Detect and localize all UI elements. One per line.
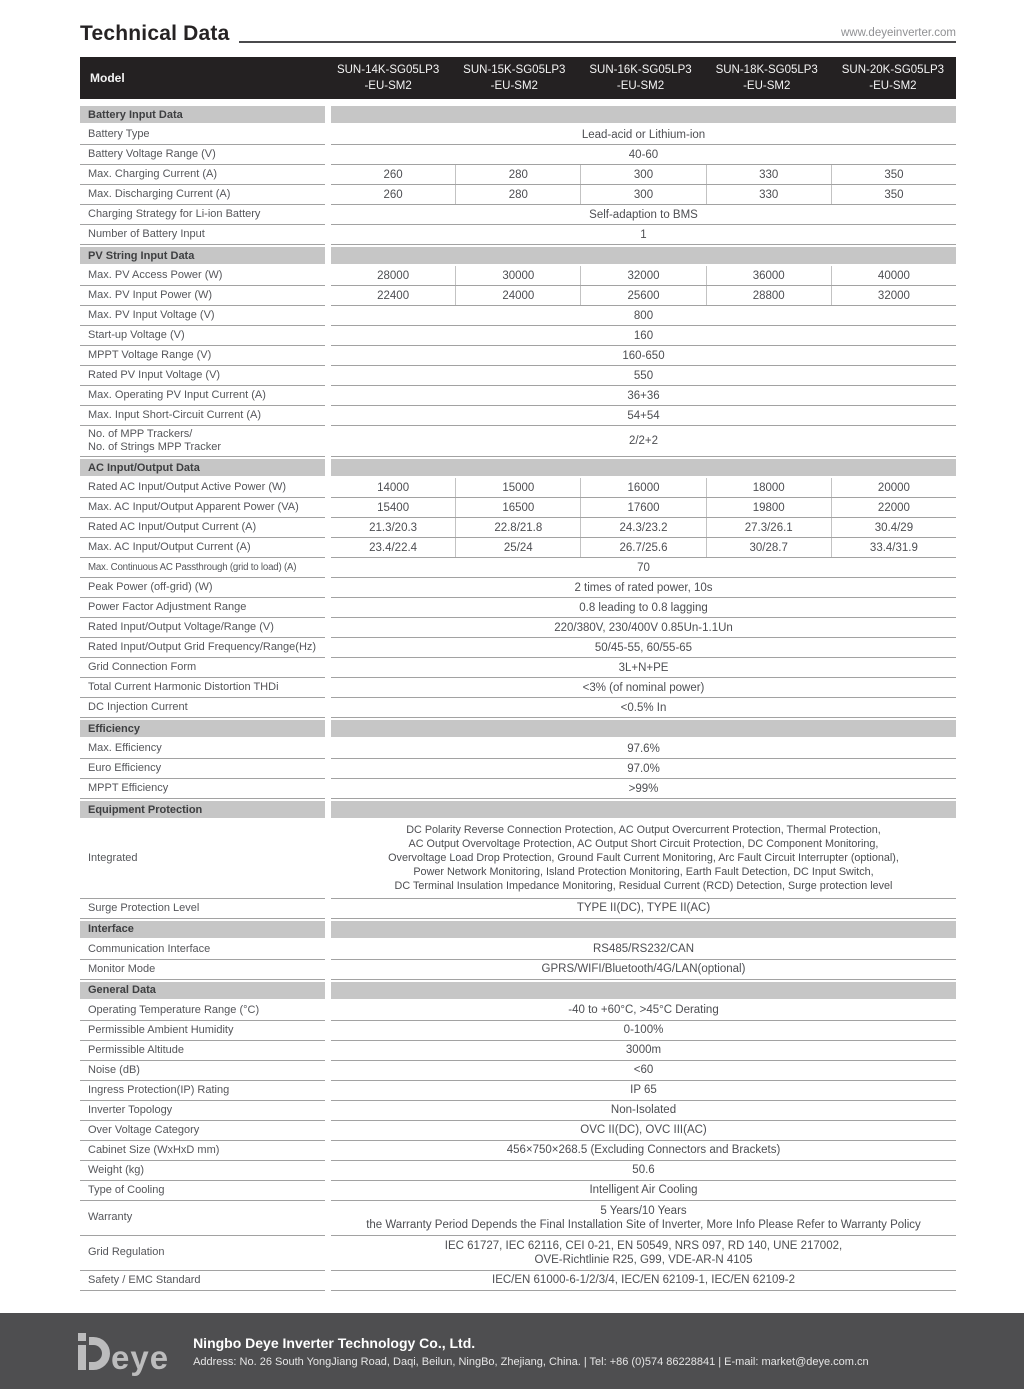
spec-value-cell: 280 — [456, 185, 581, 204]
spec-row-label: Inverter Topology — [80, 1101, 325, 1121]
spec-value-cell: 32000 — [877, 289, 910, 302]
spec-row — [80, 1061, 956, 1081]
spec-row — [80, 759, 956, 779]
spec-row — [80, 598, 956, 618]
spec-value-merged: 36+36 — [627, 389, 660, 402]
spec-row-label: Surge Protection Level — [80, 899, 325, 919]
section-header-fill — [331, 720, 956, 737]
spec-row — [80, 820, 956, 899]
spec-value-merged: 50.6 — [632, 1164, 655, 1177]
spec-row — [80, 1201, 956, 1236]
spec-row-label: Over Voltage Category — [80, 1121, 325, 1141]
deye-logo-d-mark — [89, 1337, 110, 1370]
spec-row — [80, 1041, 956, 1061]
spec-value-merged: Non-Isolated — [610, 1104, 677, 1117]
section-title: PV String Input Data — [80, 247, 325, 264]
spec-row — [80, 940, 956, 960]
spec-value-merged: 160 — [633, 329, 654, 342]
spec-value-merged: 0-100% — [623, 1024, 664, 1037]
spec-row — [80, 1001, 956, 1021]
spec-row-label: Euro Efficiency — [80, 759, 325, 779]
section-header-fill — [331, 459, 956, 476]
spec-value-cell: 300 — [581, 165, 706, 184]
spec-row-values — [331, 960, 956, 980]
spec-row-label: Grid Regulation — [80, 1236, 325, 1271]
section-header-row — [80, 106, 956, 123]
spec-row — [80, 406, 956, 426]
spec-row — [80, 426, 956, 457]
spec-row-values — [331, 1181, 956, 1201]
title-rule-wrap — [239, 27, 956, 46]
spec-value-merged: 1 — [640, 228, 647, 241]
model-column-header: SUN-16K-SG05LP3 -EU-SM2 — [589, 63, 692, 92]
spec-value-cell: 14000 — [331, 478, 456, 497]
spec-value-cell: 30/28.7 — [707, 538, 832, 557]
spec-row-label: MPPT Voltage Range (V) — [80, 346, 325, 366]
section-header-row — [80, 982, 956, 999]
spec-row-label: Start-up Voltage (V) — [80, 326, 325, 346]
spec-row — [80, 185, 956, 205]
spec-row-values — [331, 205, 956, 225]
spec-row-values — [331, 1041, 956, 1061]
spec-value-cell: 18000 — [707, 478, 832, 497]
spec-value-merged: <60 — [633, 1064, 654, 1077]
spec-row-values — [331, 1001, 956, 1021]
spec-value-merged: 160-650 — [622, 349, 665, 362]
spec-row-label: Grid Connection Form — [80, 658, 325, 678]
spec-row-values — [331, 698, 956, 718]
spec-row — [80, 386, 956, 406]
spec-row-values — [331, 518, 956, 538]
spec-value-cell: 32000 — [581, 266, 706, 285]
spec-value-cell: 20000 — [877, 481, 910, 494]
spec-row — [80, 306, 956, 326]
spec-value-merged: 3L+N+PE — [618, 661, 669, 674]
spec-row-values — [331, 558, 956, 578]
spec-row-values — [331, 779, 956, 799]
spec-row-label: Total Current Harmonic Distortion THDi — [80, 678, 325, 698]
spec-row-values — [331, 266, 956, 286]
spec-value-cell: 260 — [331, 165, 456, 184]
spec-row — [80, 478, 956, 498]
spec-row-values — [331, 1121, 956, 1141]
spec-value-cell: 26.7/25.6 — [581, 538, 706, 557]
spec-value-cell: 15000 — [456, 478, 581, 497]
spec-row-values — [331, 1271, 956, 1291]
spec-row — [80, 1141, 956, 1161]
spec-value-cell: 30000 — [456, 266, 581, 285]
spec-value-cell: 16000 — [581, 478, 706, 497]
spec-row-label: Max. AC Input/Output Apparent Power (VA) — [80, 498, 325, 518]
spec-row-values — [331, 1061, 956, 1081]
spec-row — [80, 1236, 956, 1271]
spec-row-values — [331, 578, 956, 598]
spec-row-values — [331, 678, 956, 698]
spec-row-values — [331, 759, 956, 779]
model-header-row — [80, 57, 956, 99]
spec-row-label: Max. PV Access Power (W) — [80, 266, 325, 286]
spec-row-label: Max. Charging Current (A) — [80, 165, 325, 185]
spec-value-cell: 40000 — [877, 269, 910, 282]
spec-row-label: Max. Operating PV Input Current (A) — [80, 386, 325, 406]
spec-row — [80, 1161, 956, 1181]
section-header-row — [80, 921, 956, 938]
spec-row-values — [331, 1101, 956, 1121]
spec-value-merged: Lead-acid or Lithium-ion — [581, 128, 706, 141]
section-header-row — [80, 247, 956, 264]
deye-logo-i-mark — [78, 1333, 86, 1370]
spec-row-label: Max. AC Input/Output Current (A) — [80, 538, 325, 558]
company-name: Ningbo Deye Inverter Technology Co., Ltd. — [193, 1334, 476, 1351]
spec-row-label: Max. PV Input Power (W) — [80, 286, 325, 306]
spec-value-merged: IEC/EN 61000-6-1/2/3/4, IEC/EN 62109-1, IEC/EN 62109-2 — [492, 1274, 795, 1287]
spec-row — [80, 366, 956, 386]
spec-row-values — [331, 658, 956, 678]
spec-row-label: Weight (kg) — [80, 1161, 325, 1181]
spec-row-label: Communication Interface — [80, 940, 325, 960]
spec-row-label: Max. Efficiency — [80, 739, 325, 759]
spec-row — [80, 145, 956, 165]
spec-row-values — [331, 820, 956, 899]
spec-row-label: Battery Voltage Range (V) — [80, 145, 325, 165]
spec-value-cell: 280 — [456, 165, 581, 184]
spec-row — [80, 125, 956, 145]
section-title: Battery Input Data — [80, 106, 325, 123]
spec-row-label: Max. Discharging Current (A) — [80, 185, 325, 205]
spec-row — [80, 518, 956, 538]
spec-value-merged: 5 Years/10 Years the Warranty Period Depends the Final Installation Site of Inverter, More Info Please Refer to Warranty Policy — [366, 1204, 921, 1231]
spec-value-merged: <0.5% In — [620, 701, 667, 714]
section-title: General Data — [80, 982, 325, 999]
spec-row — [80, 1121, 956, 1141]
spec-row — [80, 1271, 956, 1291]
spec-row — [80, 678, 956, 698]
spec-row — [80, 779, 956, 799]
spec-row-values — [331, 386, 956, 406]
spec-row-values — [331, 899, 956, 919]
spec-row-values — [331, 1021, 956, 1041]
spec-row — [80, 618, 956, 638]
spec-row — [80, 578, 956, 598]
spec-value-merged: 54+54 — [627, 409, 660, 422]
spec-row — [80, 538, 956, 558]
spec-value-cell: 300 — [581, 185, 706, 204]
spec-value-merged: GPRS/WIFI/Bluetooth/4G/LAN(optional) — [541, 963, 746, 976]
spec-row-label: Rated AC Input/Output Active Power (W) — [80, 478, 325, 498]
spec-row — [80, 165, 956, 185]
spec-row — [80, 498, 956, 518]
spec-row-label: Max. PV Input Voltage (V) — [80, 306, 325, 326]
footer-text-block — [193, 1335, 869, 1368]
spec-row-values — [331, 538, 956, 558]
spec-row — [80, 266, 956, 286]
spec-row-label: Max. Input Short-Circuit Current (A) — [80, 406, 325, 426]
section-header-fill — [331, 982, 956, 999]
spec-value-merged: <3% (of nominal power) — [582, 681, 705, 694]
spec-value-cell: 21.3/20.3 — [331, 518, 456, 537]
spec-value-cell: 27.3/26.1 — [707, 518, 832, 537]
spec-value-cell: 24000 — [456, 286, 581, 305]
spec-row-values — [331, 145, 956, 165]
spec-row-label: Cabinet Size (WxHxD mm) — [80, 1141, 325, 1161]
spec-value-cell: 28000 — [331, 266, 456, 285]
spec-row — [80, 326, 956, 346]
spec-row-label: Power Factor Adjustment Range — [80, 598, 325, 618]
spec-row — [80, 1021, 956, 1041]
spec-row-label: Operating Temperature Range (°C) — [80, 1001, 325, 1021]
spec-row-values — [331, 1201, 956, 1236]
spec-value-merged: 2 times of rated power, 10s — [574, 581, 713, 594]
spec-row — [80, 1081, 956, 1101]
deye-logo — [78, 1333, 170, 1376]
section-title: Efficiency — [80, 720, 325, 737]
spec-row — [80, 286, 956, 306]
spec-value-cell: 330 — [707, 165, 832, 184]
spec-row-label: Safety / EMC Standard — [80, 1271, 325, 1291]
spec-row-values — [331, 940, 956, 960]
spec-row-label: Permissible Altitude — [80, 1041, 325, 1061]
spec-row-values — [331, 306, 956, 326]
spec-row-label: Ingress Protection(IP) Rating — [80, 1081, 325, 1101]
model-column-header: SUN-18K-SG05LP3 -EU-SM2 — [715, 63, 818, 92]
spec-row-label: DC Injection Current — [80, 698, 325, 718]
spec-value-merged: DC Polarity Reverse Connection Protection, AC Output Overcurrent Protection, Thermal Protection, AC Output Overvoltage Protection, AC Output Short Circuit Protection, DC Component Monitoring, Overvoltage Load Drop Protection, Ground Fault Current Monitoring, Arc Fault Circuit Interrupter (optional), Power Network Monitoring, Island Protection Monitoring, Earth Fault Detection, DC Input Switch, DC Terminal Insulation Impedance Monitoring, Residual Current (RCD) Detection, Surge protection level — [388, 824, 899, 892]
section-header-row — [80, 801, 956, 818]
title-underline — [239, 41, 956, 43]
spec-value-merged: >99% — [628, 782, 659, 795]
page-header — [80, 0, 956, 46]
spec-value-cell: 260 — [331, 185, 456, 204]
spec-row — [80, 1181, 956, 1201]
spec-row-label: Type of Cooling — [80, 1181, 325, 1201]
spec-row-values — [331, 326, 956, 346]
spec-value-merged: -40 to +60°C, >45°C Derating — [568, 1004, 719, 1017]
spec-value-merged: Self-adaption to BMS — [589, 208, 698, 221]
page-title: Technical Data — [80, 22, 230, 45]
spec-value-cell: 30.4/29 — [874, 521, 914, 534]
spec-value-cell: 25600 — [581, 286, 706, 305]
spec-table-body — [80, 106, 956, 1291]
spec-row-label: Monitor Mode — [80, 960, 325, 980]
spec-row-label: Peak Power (off-grid) (W) — [80, 578, 325, 598]
spec-value-cell: 19800 — [707, 498, 832, 517]
spec-value-cell: 24.3/23.2 — [581, 518, 706, 537]
spec-row-values — [331, 1081, 956, 1101]
spec-value-merged: 550 — [633, 369, 654, 382]
spec-row-label: No. of MPP Trackers/ No. of Strings MPP Tracker — [80, 426, 325, 457]
spec-row-label: Charging Strategy for Li-ion Battery — [80, 205, 325, 225]
company-contact: Address: No. 26 South YongJiang Road, Daqi, Beilun, NingBo, Zhejiang, China. | Tel: +86 (0)574 86228841 | E-mail: market@deye.com.cn — [193, 1355, 869, 1368]
spec-value-cell: 25/24 — [456, 538, 581, 557]
spec-row-values — [331, 406, 956, 426]
spec-value-cell: 22.8/21.8 — [456, 518, 581, 537]
datasheet-page — [80, 0, 956, 1291]
spec-row-values — [331, 346, 956, 366]
spec-value-merged: 97.0% — [627, 762, 660, 775]
model-column-header: SUN-20K-SG05LP3 -EU-SM2 — [841, 63, 945, 92]
spec-row-values — [331, 286, 956, 306]
spec-value-cell: 23.4/22.4 — [331, 538, 456, 557]
spec-value-merged: 2/2+2 — [628, 435, 659, 447]
model-header-label: Model — [90, 71, 125, 85]
section-title: Equipment Protection — [80, 801, 325, 818]
spec-value-merged: IEC 61727, IEC 62116, CEI 0-21, EN 50549, NRS 097, RD 140, UNE 217002, OVE-Richtlinie R25, G99, VDE-AR-N 4105 — [444, 1239, 843, 1266]
spec-row-label: Warranty — [80, 1201, 325, 1236]
spec-row-values — [331, 225, 956, 245]
spec-row-values — [331, 1161, 956, 1181]
spec-row-values — [331, 165, 956, 185]
spec-row-values — [331, 498, 956, 518]
spec-value-cell: 330 — [707, 185, 832, 204]
spec-row-label: Rated Input/Output Voltage/Range (V) — [80, 618, 325, 638]
spec-value-merged: RS485/RS232/CAN — [593, 943, 694, 956]
spec-row — [80, 638, 956, 658]
spec-value-cell: 350 — [884, 168, 904, 181]
spec-row — [80, 1101, 956, 1121]
model-column-header: SUN-15K-SG05LP3 -EU-SM2 — [463, 63, 566, 92]
spec-value-merged: IP 65 — [630, 1084, 657, 1097]
spec-row-values — [331, 598, 956, 618]
section-header-fill — [331, 801, 956, 818]
model-column-header: SUN-14K-SG05LP3 -EU-SM2 — [336, 63, 440, 92]
spec-value-cell: 33.4/31.9 — [869, 541, 918, 554]
spec-row-label: Integrated — [80, 820, 325, 899]
spec-value-merged: 800 — [633, 309, 654, 322]
spec-row — [80, 698, 956, 718]
spec-row-label: MPPT Efficiency — [80, 779, 325, 799]
spec-value-merged: 40-60 — [628, 148, 659, 161]
spec-row-values — [331, 618, 956, 638]
spec-row — [80, 225, 956, 245]
spec-row-values — [331, 366, 956, 386]
spec-row-values — [331, 1236, 956, 1271]
spec-value-merged: Intelligent Air Cooling — [589, 1184, 698, 1197]
section-header-fill — [331, 106, 956, 123]
spec-row-values — [331, 125, 956, 145]
spec-row — [80, 346, 956, 366]
spec-row — [80, 899, 956, 919]
spec-value-merged: 70 — [637, 561, 650, 574]
spec-value-merged: TYPE II(DC), TYPE II(AC) — [576, 902, 711, 915]
spec-row-label: Rated PV Input Voltage (V) — [80, 366, 325, 386]
spec-row-values — [331, 1141, 956, 1161]
spec-row-label: Rated Input/Output Grid Frequency/Range(Hz) — [80, 638, 325, 658]
spec-value-merged: 3000m — [625, 1044, 662, 1057]
spec-row-values — [331, 478, 956, 498]
section-title: Interface — [80, 921, 325, 938]
spec-value-merged: OVC II(DC), OVC III(AC) — [580, 1124, 707, 1137]
spec-value-merged: 456×750×268.5 (Excluding Connectors and Brackets) — [506, 1144, 781, 1157]
spec-value-cell: 350 — [884, 188, 904, 201]
spec-value-merged: 97.6% — [627, 742, 660, 755]
spec-row-label: Max. Continuous AC Passthrough (grid to load) (A) — [80, 558, 325, 578]
section-header-row — [80, 459, 956, 476]
spec-row-label: Noise (dB) — [80, 1061, 325, 1081]
spec-value-cell: 15400 — [331, 498, 456, 517]
deye-logo-word: eye — [111, 1338, 170, 1376]
spec-row-values — [331, 638, 956, 658]
section-header-fill — [331, 921, 956, 938]
spec-value-cell: 28800 — [707, 286, 832, 305]
spec-row-values — [331, 739, 956, 759]
spec-row-label: Permissible Ambient Humidity — [80, 1021, 325, 1041]
section-header-fill — [331, 247, 956, 264]
spec-row-values — [331, 185, 956, 205]
spec-value-cell: 22400 — [331, 286, 456, 305]
spec-row — [80, 558, 956, 578]
spec-row — [80, 960, 956, 980]
footer — [0, 1313, 1024, 1389]
section-header-row — [80, 720, 956, 737]
spec-row-label: Rated AC Input/Output Current (A) — [80, 518, 325, 538]
spec-row — [80, 739, 956, 759]
model-columns — [325, 57, 956, 99]
website-link[interactable]: www.deyeinverter.com — [840, 27, 956, 39]
spec-row-label: Number of Battery Input — [80, 225, 325, 245]
spec-value-cell: 36000 — [707, 266, 832, 285]
spec-row — [80, 658, 956, 678]
spec-value-merged: 50/45-55, 60/55-65 — [594, 641, 693, 654]
spec-value-merged: 0.8 leading to 0.8 lagging — [579, 601, 708, 614]
spec-value-cell: 16500 — [456, 498, 581, 517]
spec-row — [80, 205, 956, 225]
spec-value-cell: 22000 — [877, 501, 910, 514]
spec-row-values — [331, 426, 956, 457]
section-title: AC Input/Output Data — [80, 459, 325, 476]
spec-value-cell: 17600 — [581, 498, 706, 517]
spec-value-merged: 220/380V, 230/400V 0.85Un-1.1Un — [554, 621, 733, 634]
spec-row-label: Battery Type — [80, 125, 325, 145]
